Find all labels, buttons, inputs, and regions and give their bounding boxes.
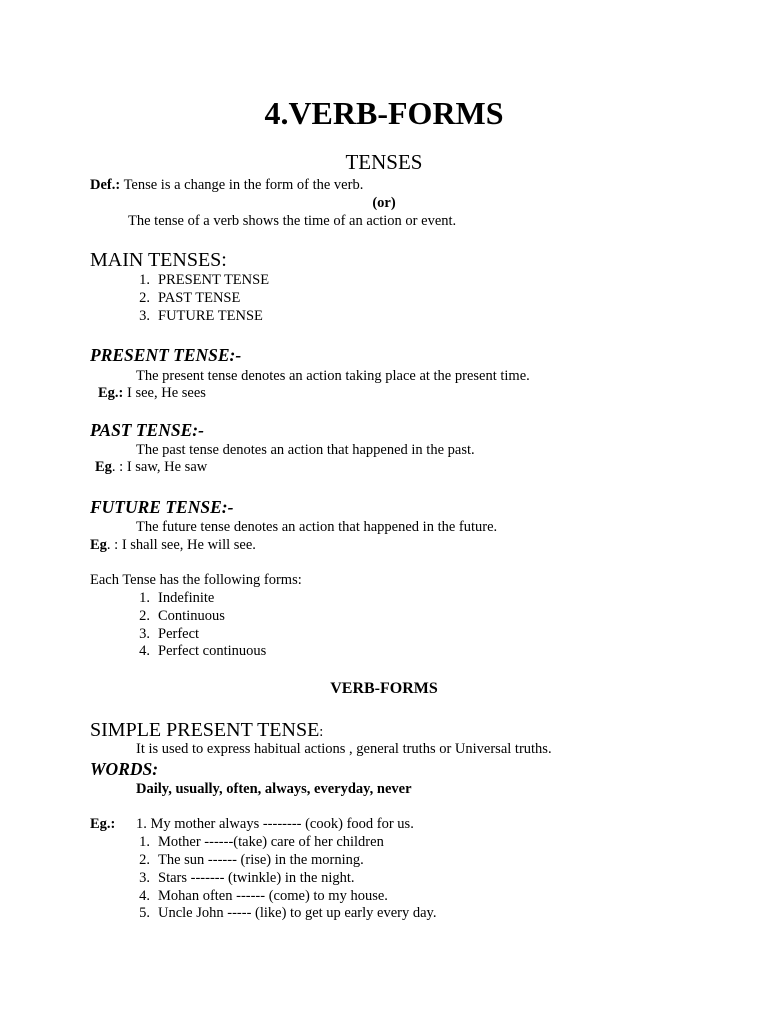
present-tense-example: Eg.: I see, He sees	[98, 385, 206, 401]
example-item: 2. The sun ------ (rise) in the morning.	[139, 852, 364, 868]
main-tenses-heading: MAIN TENSES:	[90, 249, 227, 271]
form-item: 1. Indefinite	[139, 590, 215, 606]
example-item: 5. Uncle John ----- (like) to get up early every day.	[139, 905, 437, 921]
main-tense-item: 2. PAST TENSE	[139, 290, 241, 306]
definition-label: Def.:	[90, 177, 121, 193]
simple-present-heading: SIMPLE PRESENT TENSE:	[90, 719, 324, 741]
future-tense-desc: The future tense denotes an action that happened in the future.	[136, 519, 498, 535]
example-item: 1. Mother ------(take) care of her children	[139, 834, 384, 850]
words-label: WORDS:	[90, 759, 159, 779]
verb-forms-heading: VERB-FORMS	[330, 680, 438, 697]
main-tense-item: 1. PRESENT TENSE	[139, 272, 270, 288]
future-tense-example: Eg. : I shall see, He will see.	[90, 537, 256, 553]
forms-intro: Each Tense has the following forms:	[90, 572, 302, 588]
form-item: 3. Perfect	[139, 626, 200, 642]
definition-text: Tense is a change in the form of the verb.	[120, 177, 364, 193]
form-item: 4. Perfect continuous	[139, 643, 267, 659]
tenses-heading: TENSES	[345, 150, 423, 174]
definition-line	[90, 178, 363, 193]
present-tense-desc: The present tense denotes an action taking place at the present time.	[136, 368, 530, 384]
simple-present-desc: It is used to express habitual actions , general truths or Universal truths.	[136, 741, 552, 757]
definition-alt: The tense of a verb shows the time of an action or event.	[128, 213, 457, 229]
form-item: 2. Continuous	[139, 608, 225, 624]
page-title: 4.VERB-FORMS	[264, 95, 504, 131]
future-tense-heading: FUTURE TENSE:-	[90, 497, 234, 517]
present-tense-heading: PRESENT TENSE:-	[90, 345, 242, 365]
example-label: Eg.:	[90, 816, 116, 832]
example-item: 4. Mohan often ------ (come) to my house.	[139, 888, 388, 904]
past-tense-example: Eg. : I saw, He saw	[95, 459, 208, 475]
example-first: 1. My mother always -------- (cook) food for us.	[136, 816, 414, 832]
main-tense-item: 3. FUTURE TENSE	[139, 308, 263, 324]
example-item: 3. Stars ------- (twinkle) in the night.	[139, 870, 355, 886]
definition-or: (or)	[372, 195, 396, 211]
signal-words: Daily, usually, often, always, everyday, never	[136, 781, 412, 797]
past-tense-heading: PAST TENSE:-	[90, 420, 204, 440]
past-tense-desc: The past tense denotes an action that happened in the past.	[136, 442, 475, 458]
